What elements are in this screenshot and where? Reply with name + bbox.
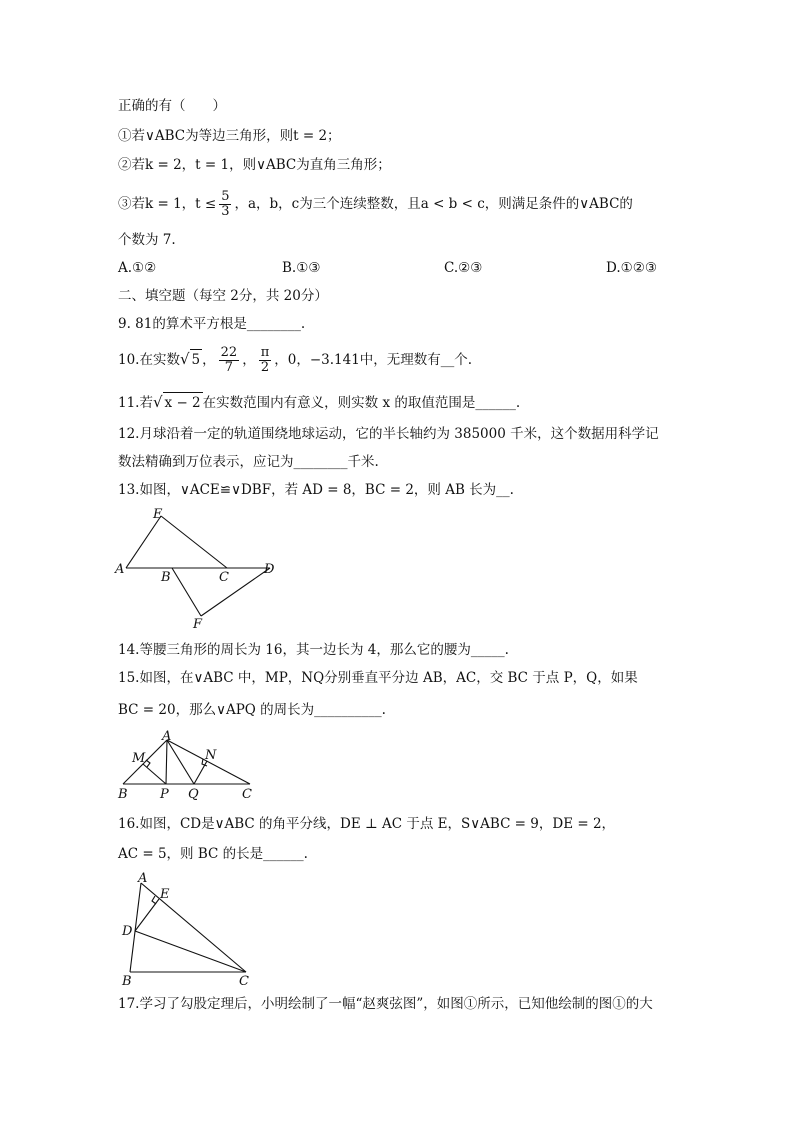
fraction-numerator: 22 bbox=[220, 345, 238, 360]
question-16-line2: AC = 5，则 BC 的长是______. bbox=[118, 846, 308, 862]
label-p: P bbox=[160, 787, 169, 802]
right-angle-m bbox=[146, 760, 150, 767]
label-b: B bbox=[118, 787, 128, 802]
label-e: E bbox=[153, 507, 163, 522]
line-ae bbox=[126, 516, 161, 568]
label-f: F bbox=[193, 617, 203, 630]
line-ap bbox=[166, 740, 167, 784]
label-d: D bbox=[122, 924, 133, 939]
label-q: Q bbox=[188, 787, 199, 802]
q8-answer-prompt: 正确的有（ ） bbox=[118, 98, 226, 114]
question-9: 9. 81的算术平方根是________. bbox=[118, 316, 306, 332]
q10-prefix: 10.在实数 bbox=[118, 352, 180, 368]
label-d: D bbox=[264, 562, 275, 577]
q11-sqrt-content: x − 2 bbox=[163, 392, 203, 413]
section-heading: 二、填空题（每空 2分，共 20分） bbox=[118, 288, 328, 304]
q8-statement-3-part2: ，a，b，c为三个连续整数，且a < b < c，则满足条件的∨ABC的 bbox=[234, 196, 633, 212]
line-nq bbox=[194, 761, 207, 784]
q10-suffix: ，0，−3.141中，无理数有__个. bbox=[274, 352, 473, 368]
line-mp bbox=[143, 764, 166, 784]
label-n: N bbox=[205, 748, 217, 763]
question-11 bbox=[118, 392, 520, 413]
fraction-numerator: 5 bbox=[221, 189, 230, 204]
question-12-line1: 12.月球沿着一定的轨道围绕地球运动，它的半长轴约为 385000 千米，这个数据用科学记 bbox=[118, 426, 659, 442]
fraction-pi-2 bbox=[259, 346, 272, 375]
label-b: B bbox=[161, 570, 171, 585]
question-15-line1: 15.如图，在∨ABC 中，MP，NQ分别垂直平分边 AB，AC，交 BC 于点 P，Q，如果 bbox=[118, 670, 638, 686]
option-b: B.①③ bbox=[282, 260, 321, 276]
label-e: E bbox=[160, 887, 170, 902]
q8-statement-3-cont: 个数为 7. bbox=[118, 232, 176, 248]
question-12-line2: 数法精确到万位表示，应记为________千米. bbox=[118, 454, 379, 470]
figure-q16 bbox=[112, 868, 262, 990]
label-c: C bbox=[219, 570, 229, 585]
label-a: A bbox=[138, 871, 148, 886]
label-c: C bbox=[239, 974, 249, 989]
fraction-5-3 bbox=[219, 190, 231, 219]
line-dc bbox=[135, 931, 246, 972]
radical-sign: √ bbox=[152, 393, 163, 411]
radical-sign: √ bbox=[179, 350, 190, 368]
label-b: B bbox=[122, 974, 132, 989]
q8-statement-1: ①若∨ABC为等边三角形，则t = 2； bbox=[118, 128, 341, 144]
fraction-denominator: 2 bbox=[260, 360, 270, 375]
label-c: C bbox=[242, 787, 252, 802]
question-15-line2: BC = 20，那么∨APQ 的周长为__________. bbox=[118, 702, 386, 718]
figure-q13 bbox=[112, 505, 287, 630]
figure-q15 bbox=[112, 728, 262, 803]
fraction-numerator: π bbox=[260, 345, 270, 360]
fraction-denominator: 7 bbox=[224, 360, 234, 375]
line-fd bbox=[201, 568, 270, 616]
q10-sqrt-content: 5 bbox=[190, 349, 203, 370]
q11-suffix: 在实数范围内有意义，则实数 x 的取值范围是______. bbox=[202, 395, 521, 411]
question-17: 17.学习了勾股定理后，小明绘制了一幅“赵爽弦图”，如图①所示，已知他绘制的图①的大 bbox=[118, 996, 653, 1012]
question-10: 10.在实数√ 5 ， $\frac{22}{7}$ ， $\frac{\pi}{2}$ ，0，−3.141中，无理数有__个. bbox=[118, 345, 473, 375]
q8-statement-3-part1: ③若k = 1，t ≤ bbox=[118, 196, 217, 212]
q8-statement-3 bbox=[118, 190, 633, 219]
question-13: 13.如图，∨ACE≌∨DBF，若 AD = 8，BC = 2，则 AB 长为__. bbox=[118, 482, 514, 498]
fraction-22-7 bbox=[219, 346, 240, 375]
option-a: A.①② bbox=[118, 260, 157, 276]
option-c: C.②③ bbox=[444, 260, 483, 276]
option-d: D.①②③ bbox=[606, 260, 657, 276]
label-a: A bbox=[115, 562, 125, 577]
line-ac bbox=[141, 883, 246, 972]
line-bf bbox=[172, 568, 201, 616]
label-a: A bbox=[162, 729, 172, 744]
q8-statement-2: ②若k = 2，t = 1，则∨ABC为直角三角形； bbox=[118, 157, 391, 173]
right-angle-e bbox=[152, 896, 156, 904]
question-16-line1: 16.如图，CD是∨ABC 的角平分线，DE ⊥ AC 于点 E，S∨ABC = 9，DE = 2， bbox=[118, 816, 616, 832]
label-m: M bbox=[132, 751, 146, 766]
question-14: 14.等腰三角形的周长为 16，其一边长为 4，那么它的腰为_____. bbox=[118, 642, 509, 658]
line-ec bbox=[161, 516, 227, 568]
fraction-denominator: 3 bbox=[221, 204, 230, 219]
q11-prefix: 11.若 bbox=[118, 395, 153, 411]
